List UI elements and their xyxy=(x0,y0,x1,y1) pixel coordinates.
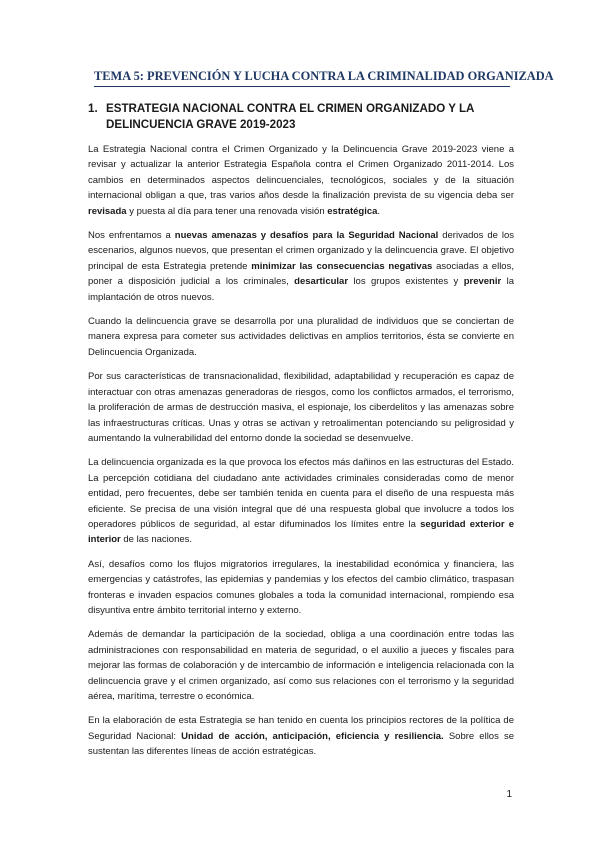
paragraph-text: Por sus características de transnacionalidad, flexibilidad, adaptabilidad y recuperación es capaz de interactuar con otras amenazas generadoras de riesgos, como los conflictos armados, el terrorismo, la proliferación de armas de destrucción masiva, el espionaje, los ciberdelitos y las amenazas sobre las infraestructuras críticas. Unas y otras se activan y retroalimentan potenciando su peligrosidad y aumentando la vulnerabilidad del entorno donde la sociedad se desenvuelve. xyxy=(88,371,514,444)
paragraph-text: la implantación de otros nuevos. xyxy=(88,276,514,303)
paragraph-4 xyxy=(88,369,514,446)
tema-title: TEMA 5: PREVENCIÓN Y LUCHA CONTRA LA CRIMINALIDAD ORGANIZADA xyxy=(94,69,510,87)
paragraph-text: derivados de los escenarios, algunos nuevos, que presentan el crimen organizado y la delincuencia grave. El objetivo principal de esta Estrategia pretende xyxy=(88,230,515,272)
page-number: 1 xyxy=(506,789,512,800)
paragraph-text: . xyxy=(377,205,381,217)
paragraph-3 xyxy=(88,314,514,360)
paragraph-5 xyxy=(88,455,514,547)
paragraph-text: asociadas a ellos, poner a disposición judicial a los criminales, xyxy=(88,260,514,288)
bold-text: revisada xyxy=(88,205,127,217)
paragraph-text: La Estrategia Nacional contra el Crimen Organizado y la Delincuencia Grave 2019-2023 viene a revisar y actualizar la anterior Estrategia Española contra el Crimen Organizado 2011-2014. Los cambios en determinados aspectos delincuenciales, tecnológicos, sociales y de la situación internacional obligan a que, tras varios años desde la finalización prevista de su vigencia deba ser xyxy=(88,144,514,202)
section-number: 1. xyxy=(88,102,98,115)
paragraph-text: Además de demandar la participación de la sociedad, obliga a una coordinación entre todas las administraciones con responsabilidad en materia de seguridad, o el auxilio a jueces y fiscales para mejorar las formas de colaboración y de intercambio de información e inteligencia relacionada con la delincuencia grave y el crimen organizado, así como sus relaciones con el terrorismo y la seguridad aérea, marítima, terrestre o económica. xyxy=(88,629,514,702)
bold-text: nuevas amenazas y desafíos para la Seguridad Nacional xyxy=(174,230,439,242)
paragraph-text: En la elaboración de esta Estrategia se han tenido en cuenta los principios rectores de la política de Seguridad Nacional: xyxy=(88,715,514,742)
paragraph-text: Cuando la delincuencia grave se desarrolla por una pluralidad de individuos que se conciertan de manera expresa para cometer sus actividades delictivas en amplios territorios, ésta se convierte en Delincuencia Organizada. xyxy=(88,316,514,358)
paragraph-text: los grupos existentes y xyxy=(348,276,464,288)
paragraph-text: Nos enfrentamos a xyxy=(88,230,175,242)
section-title: ESTRATEGIA NACIONAL CONTRA EL CRIMEN ORGANIZADO Y LA DELINCUENCIA GRAVE 2019-2023 xyxy=(106,102,475,131)
document-body xyxy=(88,142,514,769)
bold-text: Unidad de acción, anticipación, eficiencia y resiliencia. xyxy=(181,730,444,742)
paragraph-text: de las naciones. xyxy=(120,534,193,546)
bold-text: prevenir xyxy=(463,276,502,288)
paragraph-7 xyxy=(88,627,514,704)
paragraph-text: Así, desafíos como los flujos migratorios irregulares, la inestabilidad económica y financiera, las emergencias y catástrofes, las epidemias y pandemias y los efectos del cambio climático, traspasan fronteras e invaden espacios comunes globales a toda la comunidad internacional, rompiendo esa disyuntiva entre ámbito territorial interno y externo. xyxy=(88,558,514,616)
paragraph-1 xyxy=(88,142,514,219)
paragraph-2 xyxy=(88,228,514,305)
paragraph-text: y puesta al día para tener una renovada visión xyxy=(126,205,328,217)
bold-text: seguridad exterior e interior xyxy=(88,518,515,546)
paragraph-text: Sobre ellos se sustentan las diferentes líneas de acción estratégicas. xyxy=(88,730,514,758)
section-heading xyxy=(88,101,518,133)
paragraph-text: La delincuencia organizada es la que provoca los efectos más dañinos en las estructuras del Estado. La percepción cotidiana del ciudadano ante actividades criminales consideradas como de menor entidad, pero frecuentes, debe ser también tenida en cuenta para el diseño de una respuesta más eficiente. Se precisa de una visión integral que dé una respuesta global que involucre a todos los operadores públicos de seguridad, al estar difuminados los límites entre la xyxy=(88,457,514,530)
paragraph-6 xyxy=(88,557,514,619)
bold-text: estratégica xyxy=(327,205,378,217)
bold-text: desarticular xyxy=(294,276,349,288)
paragraph-8 xyxy=(88,713,514,759)
bold-text: minimizar las consecuencias negativas xyxy=(251,260,433,272)
